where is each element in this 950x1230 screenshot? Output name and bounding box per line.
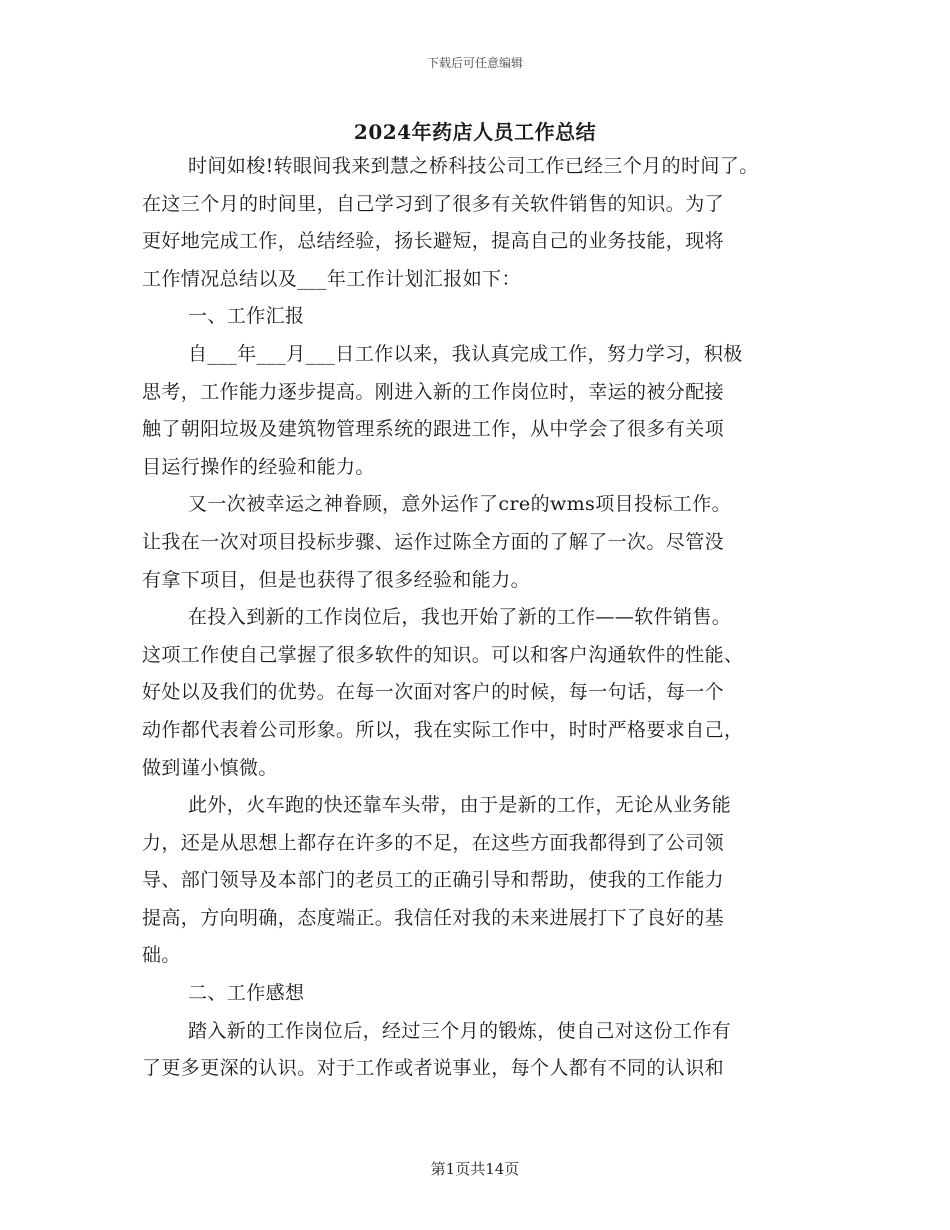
paragraph-line: 有拿下项目，但是也获得了很多经验和能力。	[142, 568, 531, 591]
paragraph-line: 导、部门领导及本部门的老员工的正确引导和帮助，使我的工作能力	[142, 869, 725, 892]
paragraph-line: 此外，火车跑的快还靠车头带，由于是新的工作，无论从业务能	[188, 794, 732, 817]
paragraph-line: 了更多更深的认识。对于工作或者说事业，每个人都有不同的认识和	[142, 1057, 725, 1080]
paragraph-line: 自___年___月___日工作以来，我认真完成工作，努力学习，积极	[188, 342, 743, 365]
paragraph-line: 时间如梭!转眼间我来到慧之桥科技公司工作已经三个月的时间了。	[188, 155, 759, 177]
paragraph-line: 力，还是从思想上都存在许多的不足，在这些方面我都得到了公司领	[142, 831, 725, 854]
paragraph-line: 这项工作使自己掌握了很多软件的知识。可以和客户沟通软件的性能、	[142, 643, 744, 666]
paragraph-line: 在投入到新的工作岗位后，我也开始了新的工作——软件销售。	[188, 606, 732, 629]
paragraph-line: 又一次被幸运之神眷顾，意外运作了cre的wms项目投标工作。	[188, 493, 731, 516]
paragraph-line: 让我在一次对项目投标步骤、运作过陈全方面的了解了一次。尽管没	[142, 530, 725, 553]
paragraph-line: 目运行操作的经验和能力。	[142, 455, 375, 478]
paragraph-line: 在这三个月的时间里，自己学习到了很多有关软件销售的知识。为了	[142, 192, 725, 215]
paragraph-line: 做到谨小慎微。	[142, 756, 278, 779]
paragraph-line: 工作情况总结以及___年工作计划汇报如下：	[142, 267, 521, 290]
paragraph-line: 提高，方向明确，态度端正。我信任对我的未来进展打下了良好的基	[142, 906, 725, 929]
document-title: 2024年药店人员工作总结	[353, 120, 597, 144]
paragraph-line: 好处以及我们的优势。在每一次面对客户的时候，每一句话，每一个	[142, 681, 725, 704]
paragraph-line: 更好地完成工作，总结经验，扬长避短，提高自己的业务技能，现将	[142, 230, 725, 253]
paragraph-line: 触了朝阳垃圾及建筑物管理系统的跟进工作，从中学会了很多有关项	[142, 418, 725, 441]
section-heading: 二、工作感想	[188, 982, 305, 1005]
paragraph-line: 踏入新的工作岗位后，经过三个月的锻炼，使自己对这份工作有	[188, 1019, 732, 1042]
document-body	[142, 148, 822, 1088]
paragraph-line: 思考，工作能力逐步提高。刚进入新的工作岗位时，幸运的被分配接	[142, 380, 725, 403]
page-header-note: 下载后可任意编辑	[426, 56, 523, 70]
section-heading: 一、工作汇报	[188, 305, 305, 328]
paragraph-line: 动作都代表着公司形象。所以，我在实际工作中，时时严格要求自己，	[142, 718, 744, 741]
paragraph-line: 础。	[142, 944, 181, 967]
page-footer-number: 第1页共14页	[430, 1160, 520, 1178]
